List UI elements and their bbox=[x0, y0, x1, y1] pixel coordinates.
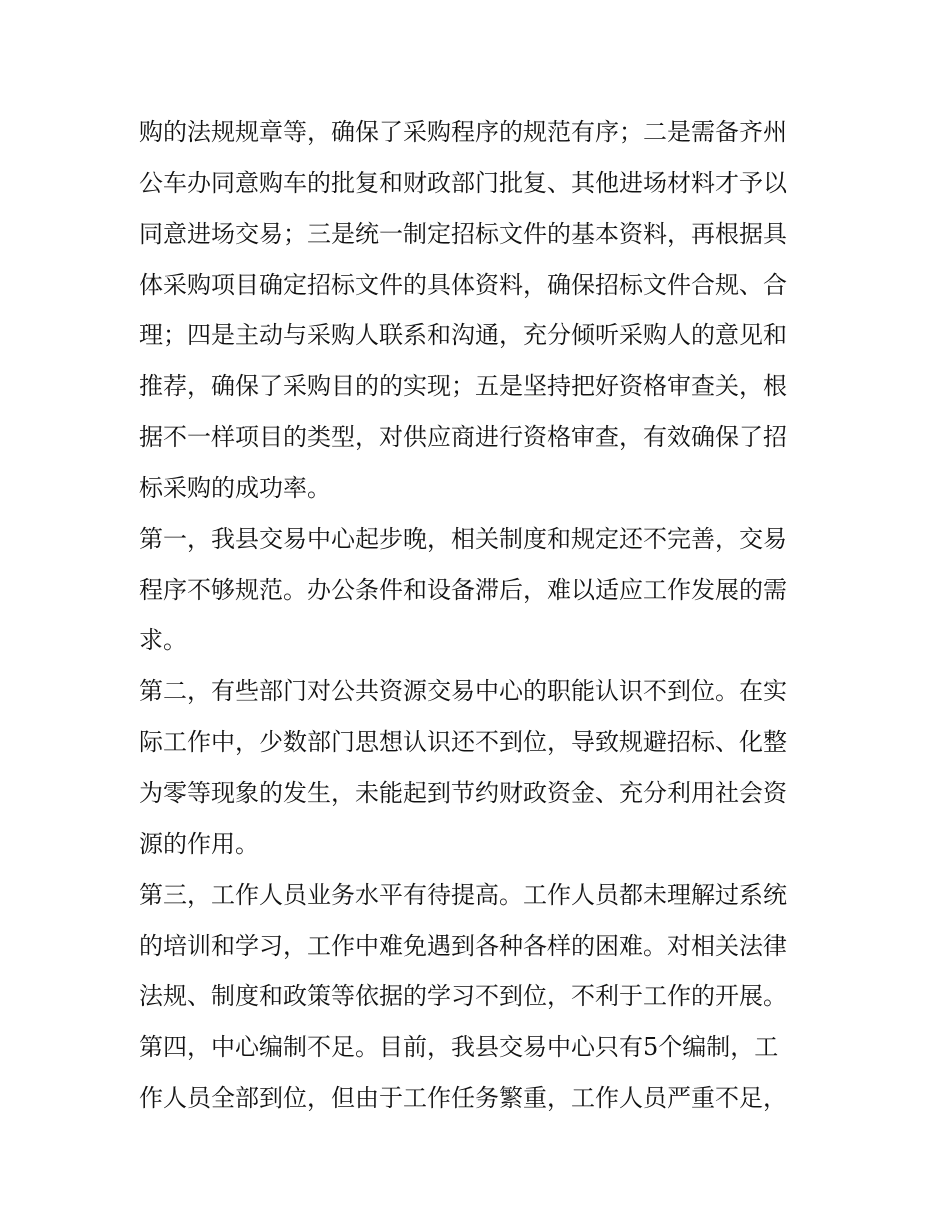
document-body bbox=[139, 107, 819, 1124]
text-line: 推荐，确保了采购目的的实现；五是坚持把好资格审查关，根 bbox=[139, 372, 787, 401]
text-line: 的培训和学习，工作中难免遇到各种各样的困难。对相关法律 bbox=[139, 931, 787, 960]
text-line: 购的法规规章等，确保了采购程序的规范有序；二是需备齐州 bbox=[139, 118, 787, 146]
text-line: 理；四是主动与采购人联系和沟通，充分倾听采购人的意见和 bbox=[139, 321, 787, 350]
text-line: 作人员全部到位，但由于工作任务繁重，工作人员严重不足， bbox=[139, 1084, 787, 1113]
text-line: 据不一样项目的类型，对供应商进行资格审查，有效确保了招 bbox=[139, 423, 787, 452]
text-line: 第二，有些部门对公共资源交易中心的职能认识不到位。在实 bbox=[139, 677, 787, 706]
text-line: 源的作用。 bbox=[139, 829, 259, 858]
text-line: 程序不够规范。办公条件和设备滞后，难以适应工作发展的需 bbox=[139, 575, 787, 604]
text-line: 为零等现象的发生，未能起到节约财政资金、充分利用社会资 bbox=[139, 778, 787, 807]
text-line: 标采购的成功率。 bbox=[139, 473, 331, 502]
text-line: 际工作中，少数部门思想认识还不到位，导致规避招标、化整 bbox=[139, 728, 787, 757]
text-line: 法规、制度和政策等依据的学习不到位，不利于工作的开展。 bbox=[139, 982, 787, 1011]
text-line: 公车办同意购车的批复和财政部门批复、其他进场材料才予以 bbox=[139, 168, 787, 197]
text-line: 体采购项目确定招标文件的具体资料，确保招标文件合规、合 bbox=[139, 270, 787, 299]
text-line: 同意进场交易；三是统一制定招标文件的基本资料，再根据具 bbox=[139, 219, 787, 248]
text-line: 第四，中心编制不足。目前，我县交易中心只有5个编制，工 bbox=[139, 1033, 779, 1062]
text-line: 第三，工作人员业务水平有待提高。工作人员都未理解过系统 bbox=[139, 880, 787, 909]
text-line: 第一，我县交易中心起步晚，相关制度和规定还不完善，交易 bbox=[139, 524, 787, 553]
text-line: 求。 bbox=[139, 626, 187, 655]
